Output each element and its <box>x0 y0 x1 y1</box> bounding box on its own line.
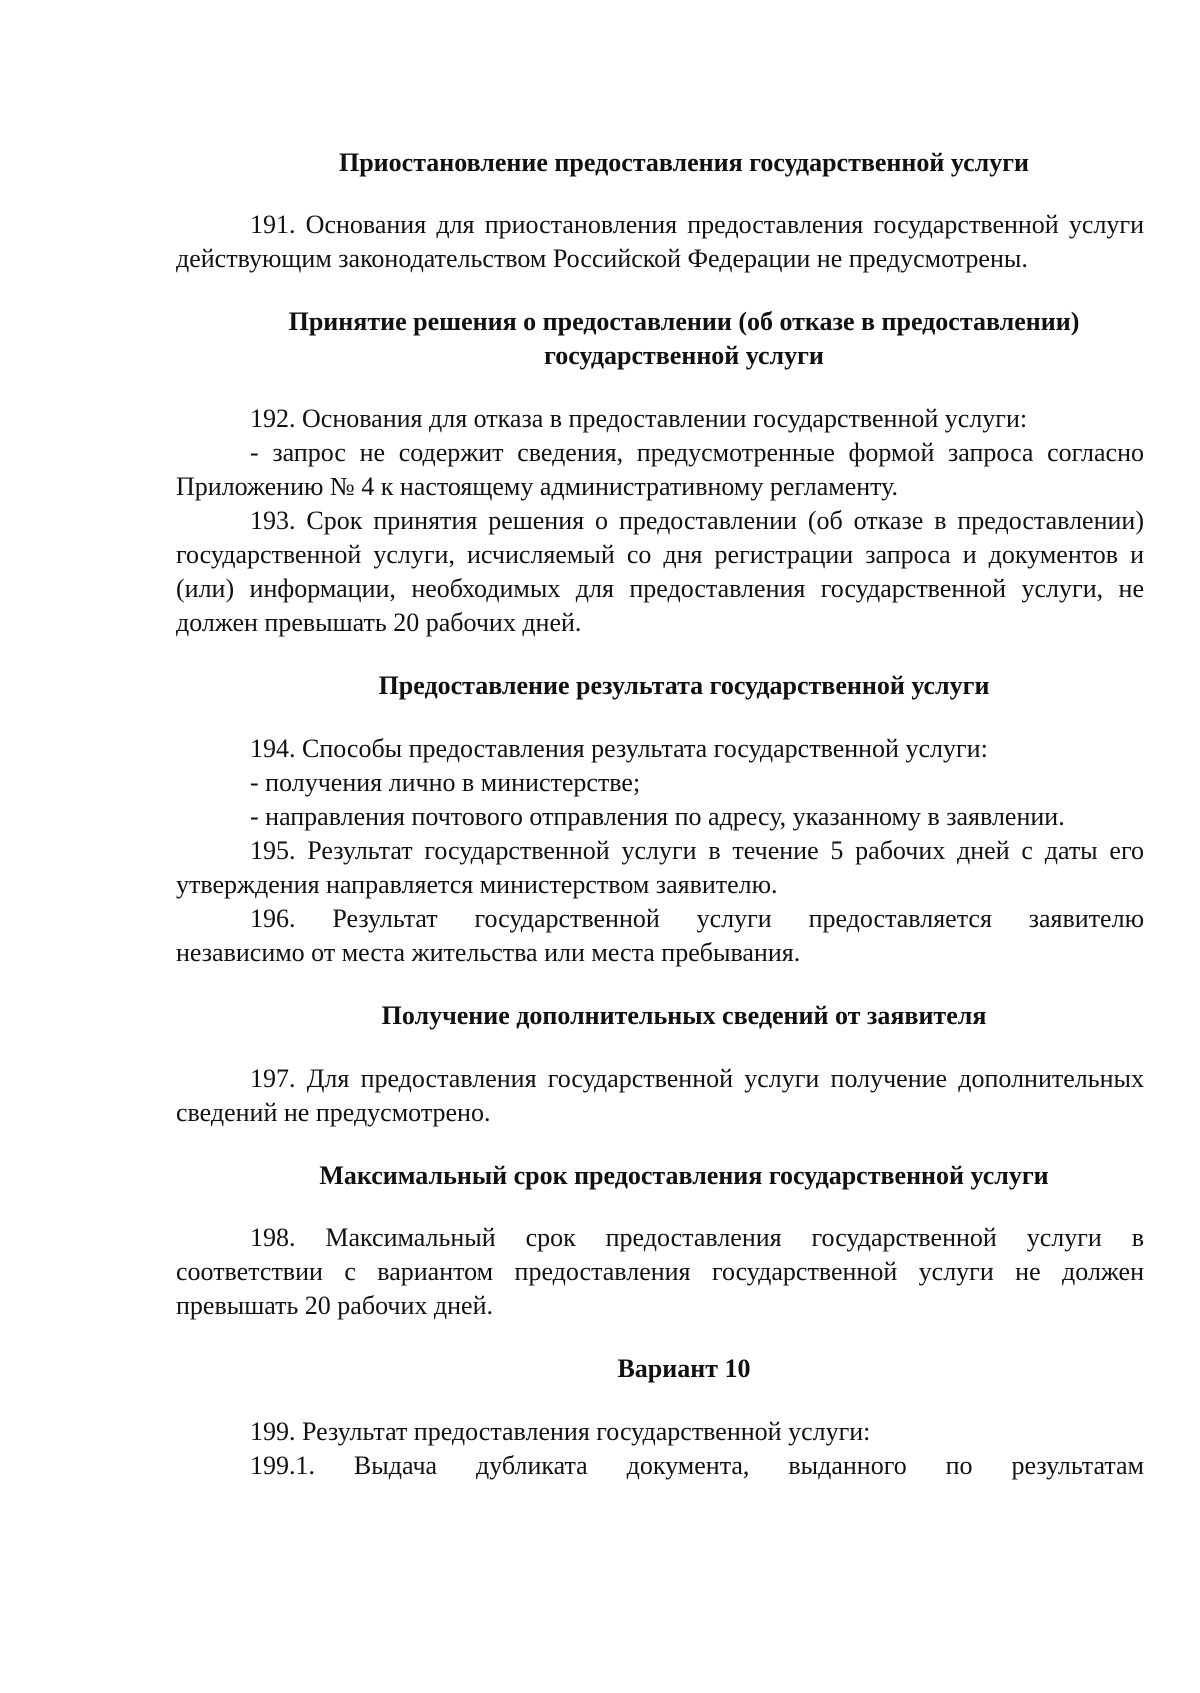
heading-variant-10: Вариант 10 <box>617 1354 751 1383</box>
paragraph-196-line-1: 196. Результат государственной услуги предоставляется заявителю <box>250 904 1144 933</box>
paragraph-196-line-2: независимо от места жительства или места пребывания. <box>176 938 801 967</box>
heading-suspension: Приостановление предоставления государственной услуги <box>338 148 1029 177</box>
paragraph-198-line-1: 198. Максимальный срок предоставления государственной услуги в <box>250 1223 1144 1252</box>
paragraph-199-1: 199.1. Выдача дубликата документа, выданного по результатам <box>250 1451 1144 1480</box>
paragraph-195-line-1: 195. Результат государственной услуги в течение 5 рабочих дней с даты его <box>250 836 1144 865</box>
paragraph-198-line-3: превышать 20 рабочих дней. <box>176 1291 493 1320</box>
paragraph-197-line-2: сведений не предусмотрено. <box>176 1098 491 1127</box>
paragraph-197-line-1: 197. Для предоставления государственной услуги получение дополнительных <box>250 1064 1144 1093</box>
paragraph-193-line-3: (или) информации, необходимых для предоставления государственной услуги, не <box>176 574 1144 603</box>
bullet-192-1-line-1: - запрос не содержит сведения, предусмотренные формой запроса согласно <box>250 438 1144 467</box>
heading-max-term: Максимальный срок предоставления государственной услуги <box>319 1161 1049 1190</box>
paragraph-194: 194. Способы предоставления результата государственной услуги: <box>250 734 988 763</box>
paragraph-195-line-2: утверждения направляется министерством заявителю. <box>176 870 778 899</box>
paragraph-199: 199. Результат предоставления государственной услуги: <box>250 1417 871 1446</box>
paragraph-191-line-1: 191. Основания для приостановления предоставления государственной услуги <box>250 210 1144 239</box>
bullet-192-1-line-2: Приложению № 4 к настоящему административному регламенту. <box>176 472 899 501</box>
heading-result-delivery: Предоставление результата государственной услуги <box>378 671 990 700</box>
paragraph-191-line-2: действующим законодательством Российской Федерации не предусмотрены. <box>176 244 1028 273</box>
heading-decision-line-1: Принятие решения о предоставлении (об отказе в предоставлении) <box>288 307 1080 336</box>
paragraph-193-line-2: государственной услуги, исчисляемый со дня регистрации запроса и документов и <box>176 540 1144 569</box>
paragraph-198-line-2: соответствии с вариантом предоставления государственной услуги не должен <box>176 1257 1144 1286</box>
bullet-194-2: - направления почтового отправления по адресу, указанному в заявлении. <box>250 802 1065 831</box>
bullet-194-1: - получения лично в министерстве; <box>250 768 641 797</box>
heading-additional-info: Получение дополнительных сведений от заявителя <box>381 1001 987 1030</box>
paragraph-193-line-4: должен превышать 20 рабочих дней. <box>176 608 582 637</box>
paragraph-192: 192. Основания для отказа в предоставлении государственной услуги: <box>250 404 1028 433</box>
heading-decision-line-2: государственной услуги <box>544 341 824 370</box>
paragraph-193-line-1: 193. Срок принятия решения о предоставлении (об отказе в предоставлении) <box>250 506 1144 535</box>
